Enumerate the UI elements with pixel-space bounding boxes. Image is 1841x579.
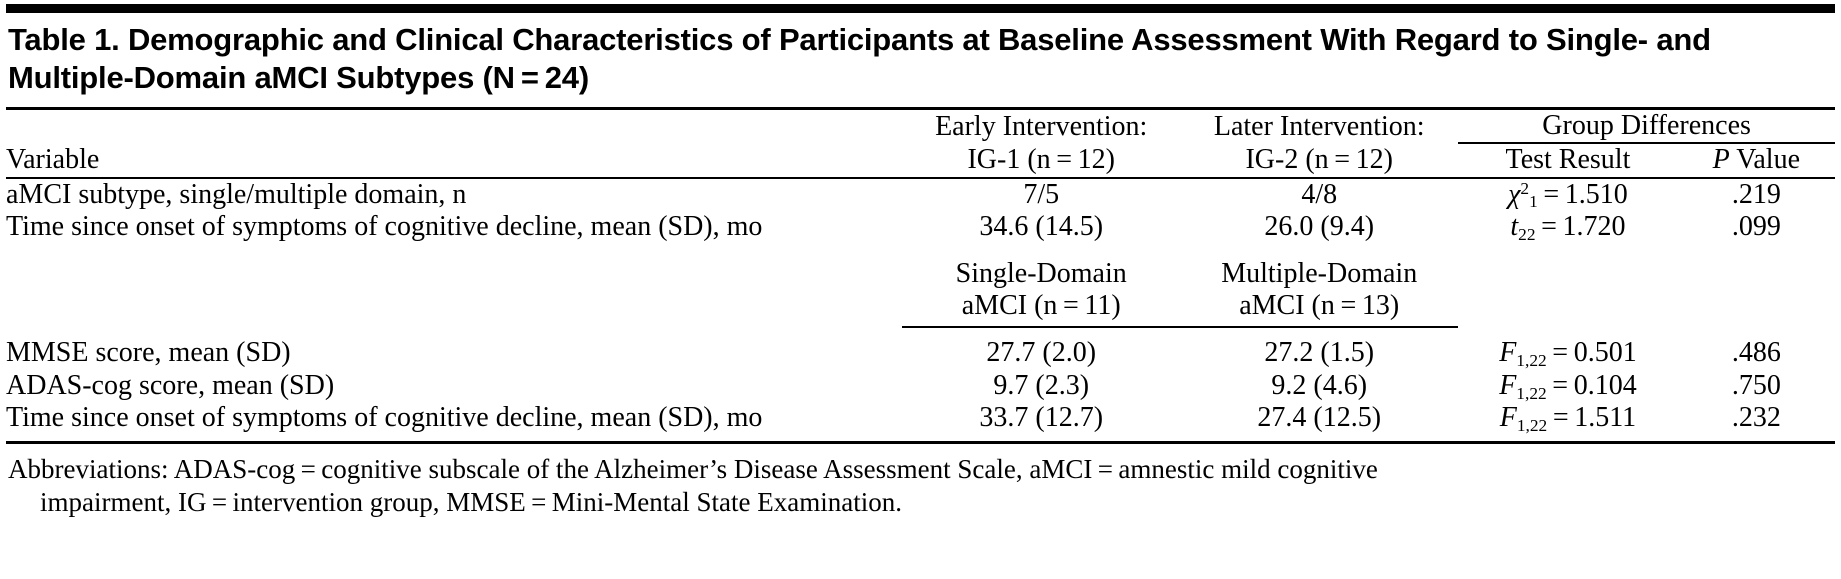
subheader-a-line1: Single-Domain [955, 257, 1127, 289]
row-test-result [1458, 179, 1677, 211]
row-test-result [1458, 211, 1677, 243]
row-p-value: .219 [1731, 178, 1781, 210]
test-symbol: t [1510, 211, 1519, 243]
header-row-2 [6, 143, 1835, 176]
test-sub: 1,22 [1516, 383, 1547, 403]
row-variable: ADAS-cog score, mean (SD) [6, 369, 335, 401]
row-value-b: 9.2 (4.6) [1271, 369, 1368, 401]
test-symbol: F [1499, 369, 1517, 401]
data-table [6, 110, 1835, 435]
header-group1-line2: IG-1 (n = 12) [967, 144, 1115, 176]
row-test-result [1458, 402, 1677, 434]
header-p-value [1678, 143, 1835, 176]
row-value-b: 27.2 (1.5) [1264, 337, 1375, 369]
row-value-a: 27.7 (2.0) [986, 337, 1097, 369]
test-symbol: χ [1508, 178, 1521, 210]
test-sub: 22 [1518, 224, 1536, 244]
row-variable: Time since onset of symptoms of cognitive decline, mean (SD), mo [6, 211, 763, 243]
row-value-a: 34.6 (14.5) [979, 211, 1104, 243]
row-variable: Time since onset of symptoms of cognitive decline, mean (SD), mo [6, 402, 763, 434]
spacer-cell [6, 244, 1835, 258]
footnote [6, 444, 1835, 523]
bottom-pad [6, 523, 1835, 529]
table-row [6, 370, 1835, 402]
table-row [6, 211, 1835, 243]
p-italic: P [1712, 144, 1730, 176]
test-symbol: F [1499, 402, 1517, 434]
row-value-b: 26.0 (9.4) [1264, 211, 1375, 243]
subheader-spacer-c [1458, 258, 1677, 290]
row-value-b: 4/8 [1301, 178, 1338, 210]
header-variable: Variable [6, 144, 100, 176]
row-p-value: .750 [1731, 369, 1781, 401]
row-value-b: 27.4 (12.5) [1257, 402, 1382, 434]
subheader-spacer [6, 258, 902, 290]
row-value-a: 7/5 [1023, 178, 1060, 210]
header-group2-line2: IG-2 (n = 12) [1245, 144, 1393, 176]
footnote-line2: impairment, IG = intervention group, MMSE = Mini-Mental State Examination. [40, 486, 902, 517]
row-test-result [1458, 370, 1677, 402]
subheader-spacer-d [1678, 258, 1835, 290]
header-row-1 [6, 110, 1835, 143]
row-p-value: .486 [1731, 337, 1781, 369]
subheader-a-line2: aMCI (n = 11) [902, 290, 1180, 327]
subheader-row-1 [6, 258, 1835, 290]
table-title: Table 1. Demographic and Clinical Characteristics of Participants at Baseline Assessment With Regard to Single- and Multiple-Domain aMCI Subtypes (N = 24) [8, 22, 1711, 95]
test-value: = 1.511 [1547, 402, 1637, 434]
row-p-value: .099 [1731, 211, 1781, 243]
subheader-spacer-d2 [1678, 290, 1835, 327]
top-rule [6, 4, 1835, 13]
header-group1-line1: Early Intervention: [935, 110, 1148, 142]
section-spacer [6, 244, 1835, 258]
row-p-value: .232 [1731, 402, 1781, 434]
subheader-row-2 [6, 290, 1835, 327]
header-group-differences: Group Differences [1458, 110, 1835, 143]
test-value: = 1.720 [1535, 211, 1626, 243]
test-sub: 1,22 [1516, 351, 1547, 371]
header-group2-line1: Later Intervention: [1213, 110, 1425, 142]
row-variable: MMSE score, mean (SD) [6, 337, 291, 369]
table-row [6, 402, 1835, 434]
row-variable: aMCI subtype, single/multiple domain, n [6, 178, 467, 210]
table-container [0, 4, 1841, 529]
header-test-result: Test Result [1505, 144, 1631, 176]
table-row [6, 179, 1835, 211]
subheader-b-line2: aMCI (n = 13) [1180, 290, 1458, 327]
test-value: = 1.510 [1537, 178, 1628, 210]
test-symbol: F [1499, 337, 1517, 369]
test-sub: 1 [1529, 192, 1538, 212]
test-value: = 0.104 [1546, 369, 1637, 401]
table-row [6, 327, 1835, 369]
header-spacer [6, 110, 902, 143]
p-rest: Value [1729, 144, 1801, 176]
row-value-a: 33.7 (12.7) [979, 402, 1104, 434]
row-value-a: 9.7 (2.3) [993, 369, 1090, 401]
subheader-spacer-c2 [1458, 290, 1677, 327]
subheader-spacer2 [6, 290, 902, 327]
subheader-b-line1: Multiple-Domain [1221, 257, 1418, 289]
test-sup: 2 [1520, 178, 1530, 198]
footnote-line1: Abbreviations: ADAS-cog = cognitive subscale of the Alzheimer’s Disease Assessment Scale, aMCI = amnestic mild cognitive [8, 453, 1378, 484]
test-value: = 0.501 [1546, 337, 1637, 369]
test-sub: 1,22 [1516, 416, 1548, 436]
row-test-result [1458, 327, 1677, 369]
